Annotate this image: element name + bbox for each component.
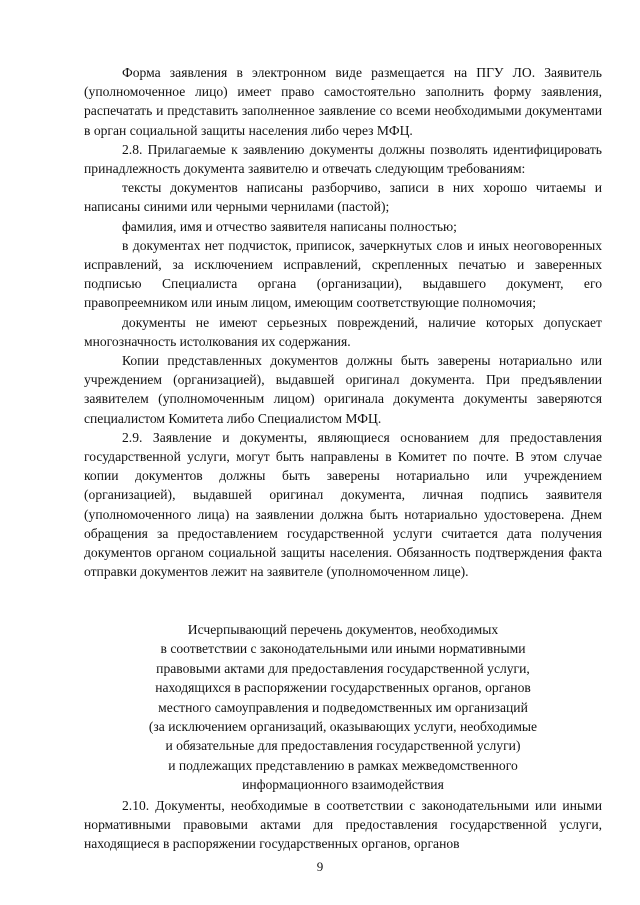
heading-line: местного самоуправления и подведомственных им организаций bbox=[158, 699, 528, 715]
heading-line: правовыми актами для предоставления государственной услуги, bbox=[156, 660, 530, 676]
requirement-no-damage: документы не имеют серьезных повреждений, наличие которых допускает многозначность истолкования их содержания. bbox=[84, 314, 602, 349]
requirement-legible: тексты документов написаны разборчиво, записи в них хорошо читаемы и написаны синими или черными чернилами (пастой); bbox=[84, 180, 602, 215]
paragraph-copies: Копии представленных документов должны быть заверены нотариально или учреждением (организацией), выдавшей оригинал документа. При предъявлении заявителем (уполномоченным лицом) оригинала документа документы заверяются специалистом Комитета либо Специалистом МФЦ. bbox=[84, 353, 602, 426]
heading-line: в соответствии с законодательными или иными нормативными bbox=[160, 641, 526, 657]
heading-line: информационного взаимодействия bbox=[242, 777, 444, 793]
requirement-no-corrections: в документах нет подчисток, приписок, зачеркнутых слов и иных неоговоренных исправлений, за исключением исправлений, скрепленных печатью и заверенных подписью Специалиста органа (организации), выдавшего документ, его правопреемником или иным лицом, имеющим соответствующие полномочия; bbox=[84, 237, 602, 311]
section-2-10 bbox=[84, 796, 602, 854]
section-heading bbox=[84, 620, 602, 795]
heading-line: находящихся в распоряжении государственных органов, органов bbox=[155, 680, 531, 696]
heading-line: Исчерпывающий перечень документов, необходимых bbox=[187, 622, 499, 637]
requirement-full-name: фамилия, имя и отчество заявителя написаны полностью; bbox=[122, 218, 457, 234]
paragraph-2-9: 2.9. Заявление и документы, являющиеся основанием для предоставления государственной услуги, могут быть направлены в Комитет по почте. В этом случае копии документов должны быть заверены нотариально или учреждением (организацией), выдавшей оригинал документа, личная подпись заявителя (уполномоченного лица) на заявлении должна быть нотариально удостоверена. Днем обращения за предоставлением государственной услуги считается дата получения документов органом социальной защиты населения. Обязанность подтверждения факта отправки документов лежит на заявителе (уполномоченном лице). bbox=[84, 429, 602, 580]
heading-line: и обязательные для предоставления государственной услуги) bbox=[165, 738, 521, 754]
paragraph-form-info: Форма заявления в электронном виде размещается на ПГУ ЛО. Заявитель (уполномоченное лицо) имеет право самостоятельно заполнить форму заявления, распечатать и представить заполненное заявление со всеми необходимыми документами в орган социальной защиты населения либо через МФЦ. bbox=[84, 65, 602, 138]
paragraph-2-10: 2.10. Документы, необходимые в соответствии с законодательными или иными нормативными правовыми актами для предоставления государственной услуги, находящиеся в распоряжении государственных органов, органов bbox=[84, 798, 602, 852]
page-number: 9 bbox=[316, 859, 324, 874]
heading-line: и подлежащих представлению в рамках межведомственного bbox=[168, 757, 518, 773]
body-text bbox=[84, 63, 602, 581]
paragraph-2-8: 2.8. Прилагаемые к заявлению документы должны позволять идентифицировать принадлежность документа заявителю и отвечать следующим требованиям: bbox=[84, 141, 602, 177]
heading-line: (за исключением организаций, оказывающих услуги, необходимые bbox=[148, 719, 538, 735]
